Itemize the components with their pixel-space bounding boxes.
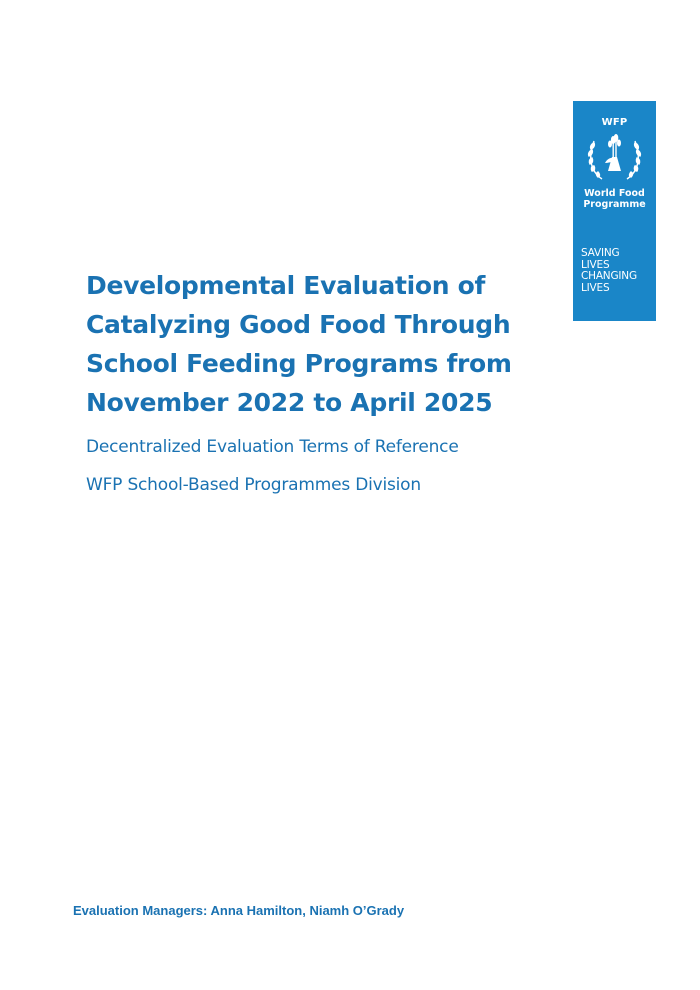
logo-organization-name: World Food Programme bbox=[583, 188, 646, 210]
document-title: Developmental Evaluation of Catalyzing Good Food Through School Feeding Programs from November 2022 to April 2025 bbox=[86, 271, 512, 417]
wheat-wreath-emblem-icon bbox=[582, 127, 647, 185]
wfp-logo bbox=[573, 101, 656, 321]
evaluation-managers: Evaluation Managers: Anna Hamilton, Niamh O’Grady bbox=[73, 903, 405, 918]
logo-tagline: SAVING LIVES CHANGING LIVES bbox=[581, 247, 637, 294]
document-subtitle: Decentralized Evaluation Terms of Reference bbox=[86, 437, 459, 457]
logo-acronym: WFP bbox=[601, 117, 628, 128]
document-division: WFP School-Based Programmes Division bbox=[86, 475, 421, 495]
